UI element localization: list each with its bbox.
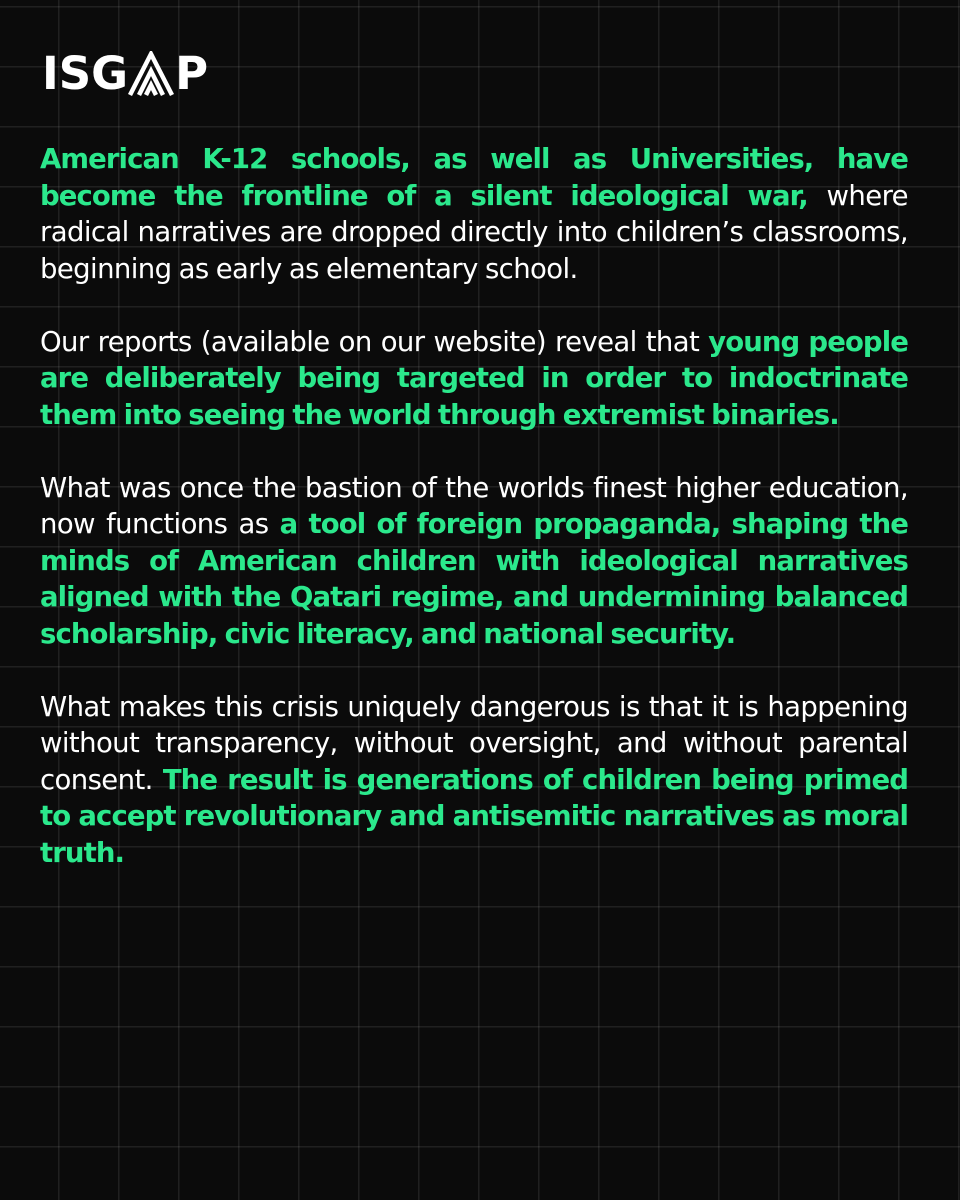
body-text: where radical narratives are dropped directly into children’s classrooms, beginning as early as elementary school. xyxy=(40,179,908,285)
body-paragraph xyxy=(40,141,908,287)
article-body xyxy=(40,141,908,908)
logo-a-chevron-icon xyxy=(128,51,174,97)
body-text: What makes this crisis uniquely dangerous is that it is happening without transparency, without oversight, and without parental consent. xyxy=(40,690,908,796)
highlighted-text: The result is generations of children being primed to accept revolutionary and antisemitic narratives as moral truth. xyxy=(40,763,908,869)
highlighted-text: a tool of foreign propaganda, shaping the minds of American children with ideological narratives aligned with the Qatari regime, and undermining balanced scholarship, civic literacy, and national security. xyxy=(40,508,908,650)
logo-text-p: P xyxy=(175,47,209,100)
isgap-logo xyxy=(42,47,209,100)
body-paragraph xyxy=(40,689,908,872)
logo-text-isg: ISG xyxy=(42,47,129,100)
body-paragraph xyxy=(40,470,908,653)
body-text: Our reports (available on our website) reveal that xyxy=(40,325,709,358)
body-paragraph xyxy=(40,324,908,434)
highlighted-text: young people are deliberately being targeted in order to indoctrinate them into seeing the world through extremist binaries. xyxy=(40,325,908,431)
highlighted-text: American K-12 schools, as well as Universities, have become the frontline of a silent ideological war, xyxy=(40,143,908,212)
body-text: What was once the bastion of the worlds finest higher education, now functions as xyxy=(40,471,908,540)
